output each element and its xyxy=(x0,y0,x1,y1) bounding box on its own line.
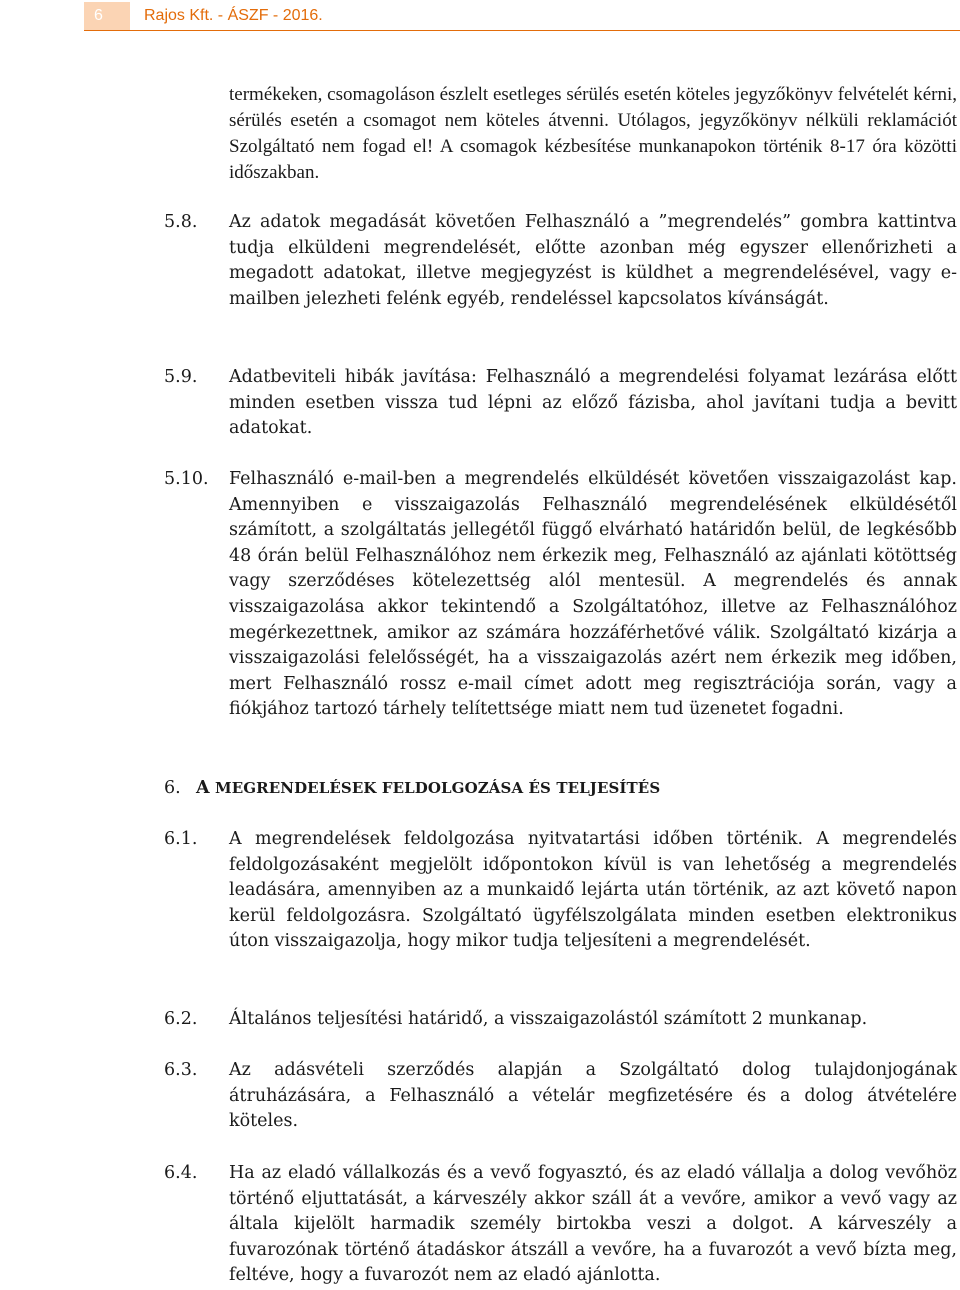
chapter-number: 6. xyxy=(164,778,181,798)
page-header xyxy=(0,0,960,30)
section-number-6-2: 6.2. xyxy=(164,1009,198,1029)
section-number-5-9: 5.9. xyxy=(164,367,198,387)
section-text-5-9: Adatbeviteli hibák javítása: Felhasználó a megrendelési folyamat lezárása előtt minden esetben vissza tud lépni az előző fázisba, ahol javítani tudja a bevitt adatokat. xyxy=(229,367,957,439)
chapter-title xyxy=(196,776,660,800)
page-number: 6 xyxy=(84,2,130,30)
chapter-title-rest: MEGRENDELÉSEK FELDOLGOZÁSA ÉS TELJESÍTÉS xyxy=(215,779,661,797)
section-number-5-8: 5.8. xyxy=(164,212,198,232)
section-number-5-10: 5.10. xyxy=(164,469,209,489)
section-text-5-8: Az adatok megadását követően Felhasználó a ”megrendelés” gombra kattintva tudja elküldeni megrendelését, előtte azonban még egyszer ellenőrizheti a megadott adatokat, illetve megjegyzést is küldhet a megrendelésével, vagy e-mailben jelezheti felénk egyéb, rendeléssel kapcsolatos kívánságát. xyxy=(229,212,957,309)
intro-paragraph: termékeken, csomagoláson észlelt esetleges sérülés esetén köteles jegyzőkönyv felvételét kérni, sérülés esetén a csomagot nem köteles átvenni. Utólagos, jegyzőkönyv nélküli reklamációt Szolgáltató nem fogad el! A csomagok kézbesítése munkanapokon történik 8-17 óra közötti időszakban. xyxy=(229,84,957,183)
section-number-6-3: 6.3. xyxy=(164,1060,198,1080)
header-divider xyxy=(84,30,960,31)
section-text-6-2: Általános teljesítési határidő, a visszaigazolástól számított 2 munkanap. xyxy=(229,1009,868,1029)
section-text-6-1: A megrendelések feldolgozása nyitvatartási időben történik. A megrendelés feldolgozásaként megjelölt időpontokon kívül is van lehetőség a megrendelés leadására, amennyiben az a munkaidő lejárta után történik, az azt követő napon kerül feldolgozásra. Szolgáltató ügyfélszolgálata minden esetben elektronikus úton visszaigazolja, hogy mikor tudja teljesíteni a megrendelését. xyxy=(229,829,957,952)
document-title: Rajos Kft. - ÁSZF - 2016. xyxy=(144,7,323,24)
section-text-5-10: Felhasználó e-mail-ben a megrendelés elküldését követően visszaigazolást kap. Amennyiben e visszaigazolás Felhasználó megrendelésének elküldésétől számított, a szolgáltatás jellegétől függő elvárható határidőn belül, de legkésőbb 48 órán belül Felhasználóhoz nem érkezik meg, Felhasználó az ajánlati kötöttség vagy szerződéses kötelezettség alól mentesül. A megrendelés és annak visszaigazolása akkor tekintendő a Szolgáltatóhoz, illetve az Felhasználóhoz megérkezettnek, amikor az számára hozzáférhetővé válik. Szolgáltató kizárja a visszaigazolási felelősségét, ha a visszaigazolás azért nem érkezik meg időben, mert Felhasználó rossz e-mail címet adott meg regisztrációja során, vagy a fiókjához tartozó tárhely telítettsége miatt nem tud üzenetet fogadni. xyxy=(229,469,957,720)
section-text-6-4: Ha az eladó vállalkozás és a vevő fogyasztó, és az eladó vállalja a dolog vevőhöz történő eljuttatását, a kárveszély akkor száll át a vevőre, amikor a vevő vagy az általa kijelölt harmadik személy birtokba veszi a dolgot. A kárveszély a fuvarozónak történő átadáskor átszáll a vevőre, ha a fuvarozót a vevő bízta meg, feltéve, hogy a fuvarozót nem az eladó ajánlotta. xyxy=(229,1163,957,1286)
chapter-title-initial: A xyxy=(196,778,210,798)
section-text-6-3: Az adásvételi szerződés alapján a Szolgáltató dolog tulajdonjogának átruházására, a Felhasználó a vételár megfizetésére és a dolog átvételére köteles. xyxy=(229,1060,957,1132)
section-number-6-4: 6.4. xyxy=(164,1163,198,1183)
section-number-6-1: 6.1. xyxy=(164,829,198,849)
